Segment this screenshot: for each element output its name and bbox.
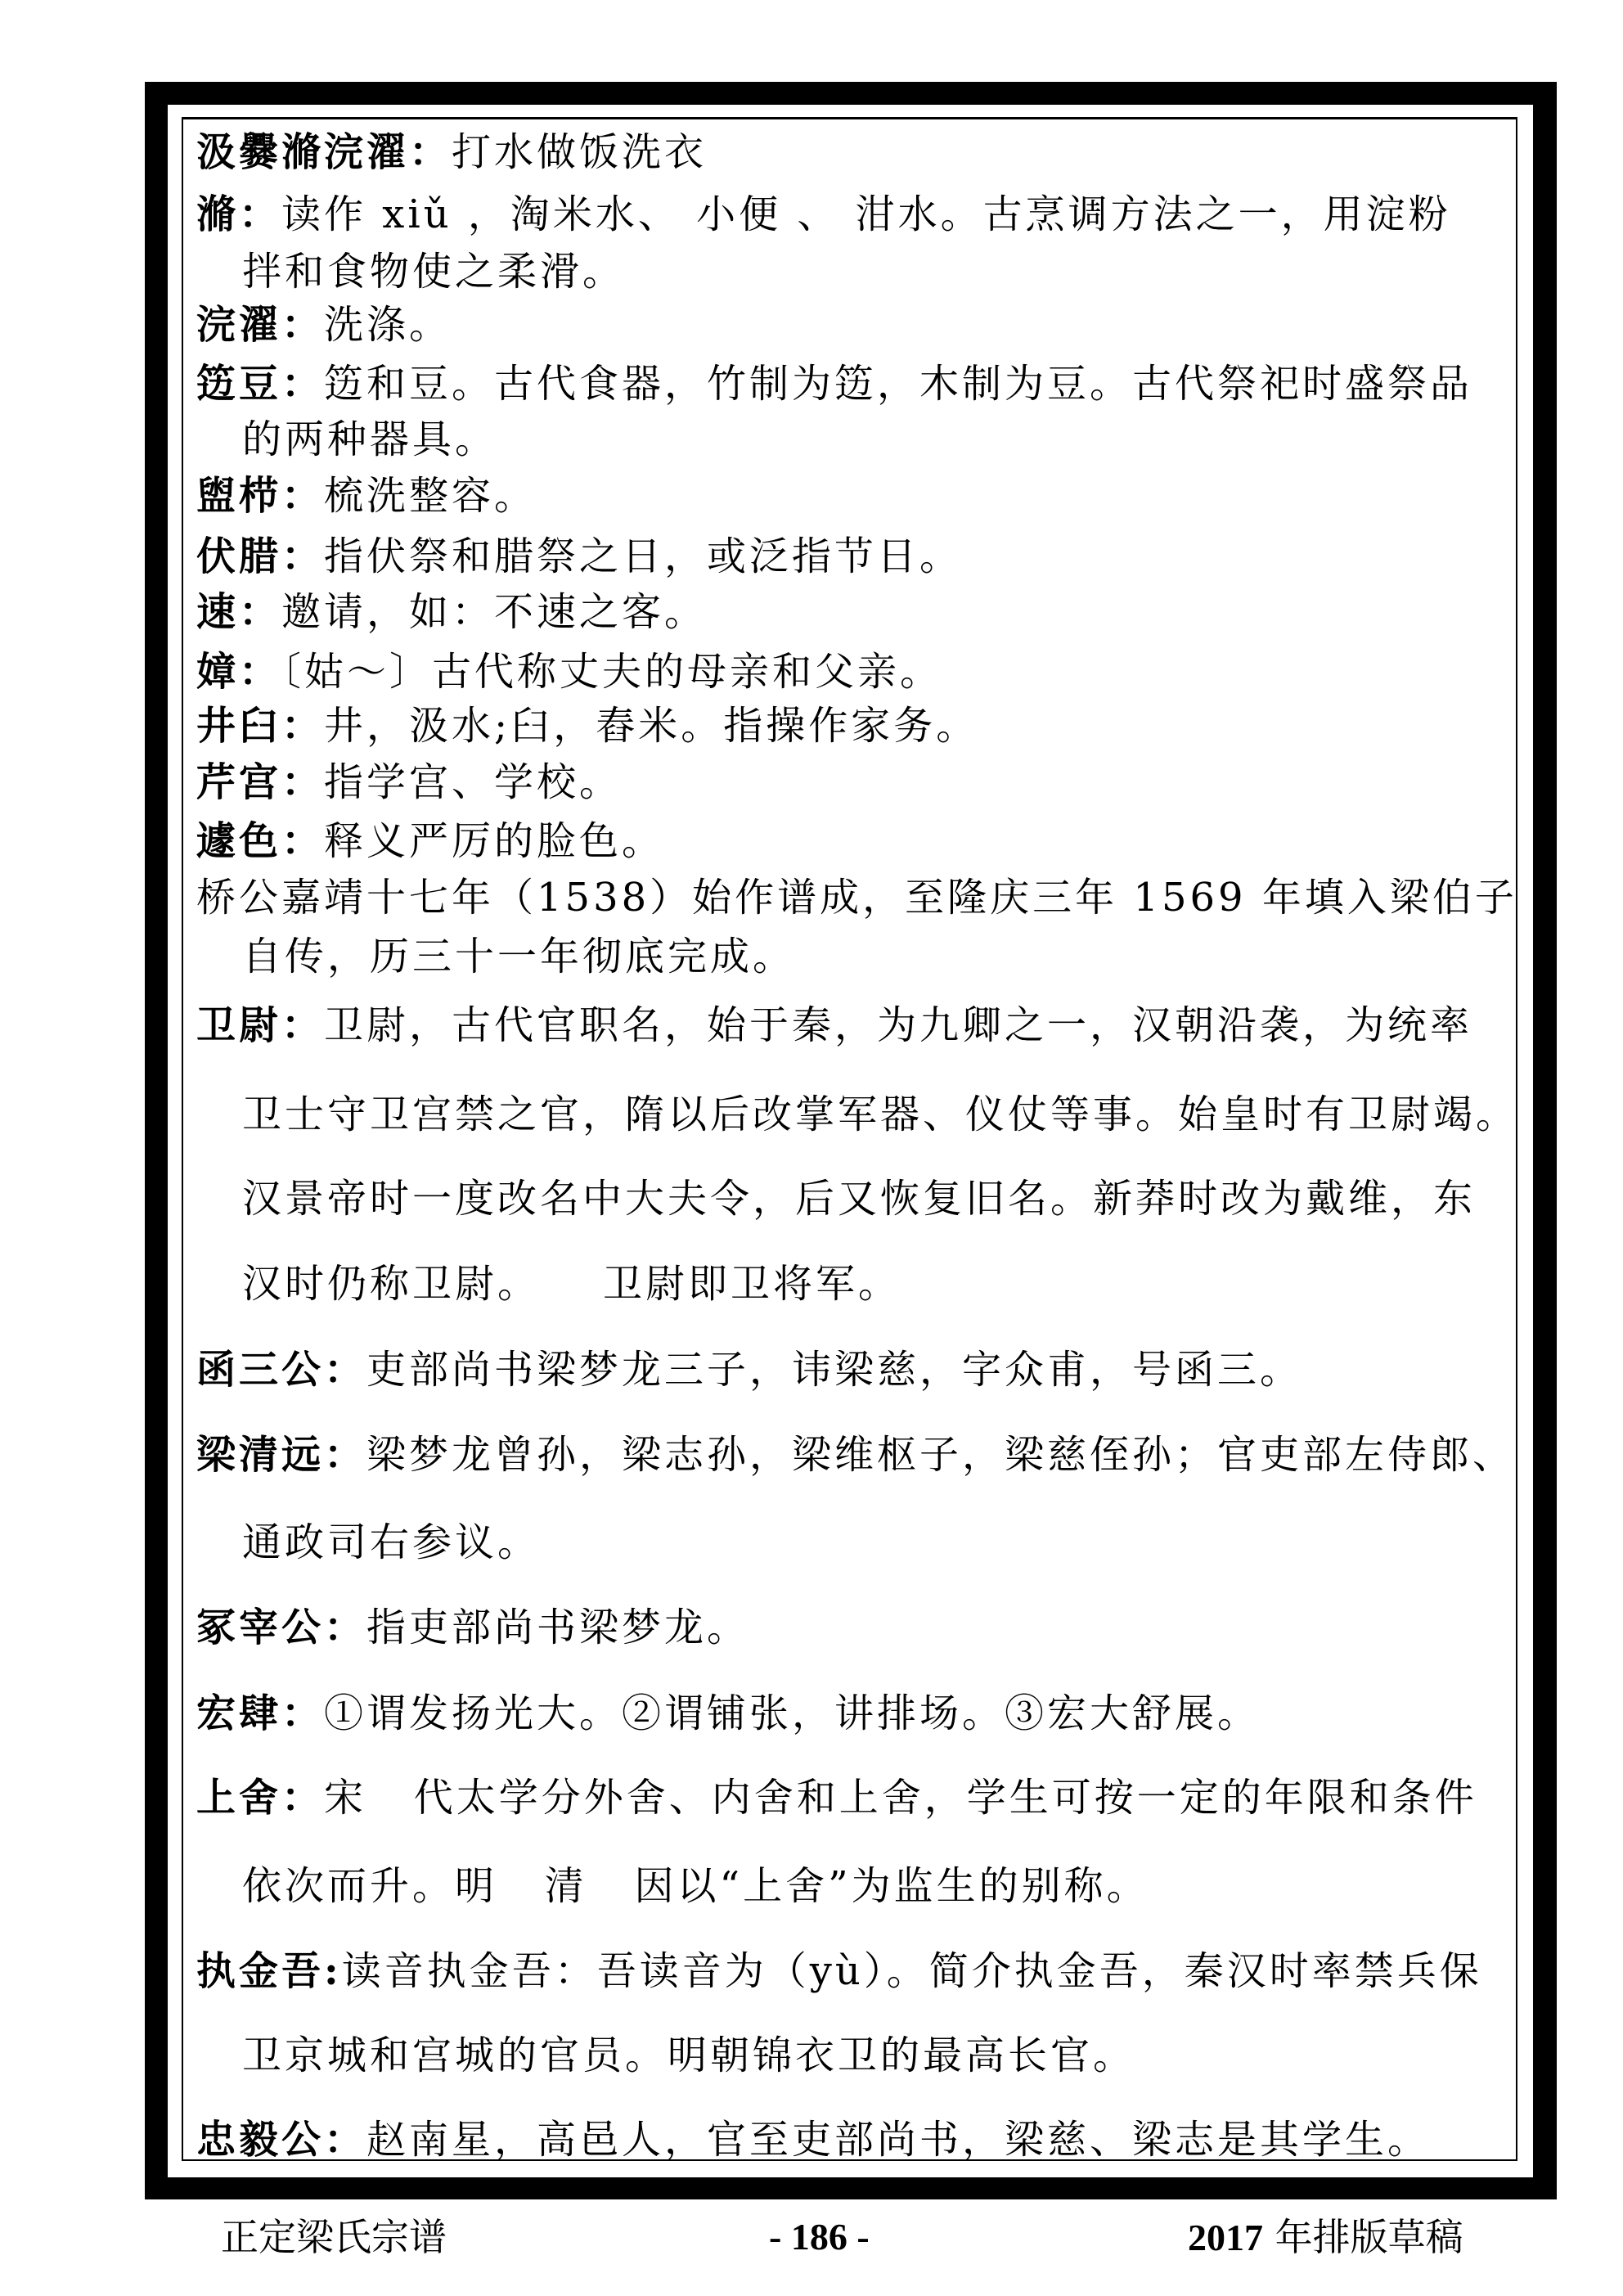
entry-term: 遽色：	[196, 818, 325, 864]
glossary-entry-continuation	[242, 247, 625, 296]
entry-definition: 依次而升。明 清 因以“上舍”为监生的别称。	[242, 1863, 1149, 1909]
footer-page-number: - 186 -	[769, 2216, 870, 2258]
entry-definition: ①谓发扬光大。②谓铺张，讲排场。③宏大舒展。	[324, 1690, 1261, 1736]
glossary-entry	[196, 128, 707, 177]
entry-term: 滫：	[196, 191, 282, 237]
glossary-entry	[196, 300, 452, 349]
glossary-entry	[196, 2115, 1430, 2164]
entry-definition: 梁梦龙曾孙，梁志孙，梁维枢子，梁慈侄孙；官吏部左侍郎、	[366, 1432, 1516, 1478]
glossary-entry	[196, 1345, 1302, 1394]
entry-term: 宏肆：	[196, 1690, 325, 1736]
entry-definition: 卫尉，古代官职名，始于秦，为九卿之一，汉朝沿袭，为统率	[324, 1002, 1473, 1048]
glossary-entry	[196, 471, 537, 520]
entry-term: 盥栉：	[196, 473, 325, 519]
entry-term: 卫尉：	[196, 1002, 325, 1048]
glossary-entry	[196, 532, 962, 581]
entry-term: 上舍：	[196, 1775, 325, 1821]
footer-book-title: 正定梁氏宗谱	[221, 2215, 447, 2259]
entry-definition: 井，汲水;臼，舂米。指操作家务。	[324, 703, 979, 749]
entry-definition: 梳洗整容。	[324, 473, 537, 519]
glossary-entry-continuation	[196, 873, 1517, 922]
entry-term: 伏腊：	[196, 533, 325, 579]
glossary-entry	[196, 1001, 1472, 1050]
entry-term: 函三公：	[196, 1347, 367, 1393]
glossary-entry	[196, 1689, 1260, 1738]
glossary-entry	[196, 359, 1472, 408]
glossary-entry-continuation	[242, 932, 795, 981]
entry-definition: 通政司右参议。	[242, 1519, 541, 1565]
entry-term: 汲爨滫浣濯：	[196, 129, 452, 175]
entry-term: 速：	[196, 589, 282, 635]
entry-term: 井臼：	[196, 703, 325, 749]
entry-definition: 吏部尚书梁梦龙三子，讳梁慈，字众甫，号函三。	[366, 1347, 1303, 1393]
glossary-entry	[196, 588, 707, 637]
entry-definition: 洗涤。	[324, 302, 452, 348]
glossary-entry	[196, 1603, 749, 1652]
entry-definition: 〔姑～〕古代称丈夫的母亲和父亲。	[281, 649, 943, 695]
glossary-entry	[196, 817, 664, 866]
entry-term: 嫜：	[196, 649, 282, 695]
entry-definition: 卫京城和宫城的官员。明朝锦衣卫的最高长官。	[242, 2033, 1136, 2078]
glossary-entry	[196, 701, 978, 750]
glossary-entry	[196, 758, 622, 807]
entry-definition: 汉景帝时一度改名中大夫令，后又恢复旧名。新莽时改为戴维，东	[242, 1176, 1477, 1222]
glossary-entry	[196, 190, 1451, 239]
entry-definition: 赵南星，高邑人，官至吏部尚书，梁慈、梁志是其学生。	[366, 2117, 1431, 2163]
entry-definition: 的两种器具。	[242, 416, 498, 462]
entry-definition: 自传，历三十一年彻底完成。	[242, 934, 796, 979]
glossary-entry-continuation	[242, 1518, 540, 1567]
entry-definition: 桥公嘉靖十七年（1538）始作谱成，至隆庆三年 1569 年填入梁伯子	[196, 875, 1517, 921]
entry-term: 芹宫：	[196, 759, 325, 805]
entry-definition: 释义严厉的脸色。	[324, 818, 665, 864]
glossary-entry	[196, 1773, 1477, 1822]
footer-year: 2017	[1188, 2217, 1263, 2258]
glossary-entry-continuation	[242, 2031, 1135, 2080]
entry-definition: 汉时仍称卫尉。 卫尉即卫将军。	[242, 1261, 901, 1307]
entry-definition: 宋 代太学分外舍、内舍和上舍，学生可按一定的年限和条件	[324, 1775, 1477, 1821]
glossary-entry-continuation	[242, 1862, 1149, 1911]
glossary-entry	[196, 647, 942, 696]
footer-draft-note	[1188, 2214, 1463, 2261]
glossary-entry-continuation	[242, 1090, 1518, 1139]
glossary-entry-continuation	[242, 1259, 901, 1308]
glossary-entry-continuation	[242, 415, 497, 464]
entry-definition: 邀请，如：不速之客。	[281, 589, 708, 635]
entry-definition: 读音执金吾：吾读音为（yù）。简介执金吾，秦汉时率禁兵保	[341, 1948, 1482, 1994]
entry-definition: 指吏部尚书梁梦龙。	[366, 1605, 750, 1650]
entry-term: 笾豆：	[196, 361, 325, 407]
entry-definition: 指伏祭和腊祭之日，或泛指节日。	[324, 533, 963, 579]
entry-term: 执金吾:	[196, 1948, 342, 1994]
glossary-entry	[196, 1947, 1482, 1996]
glossary-entry	[196, 1430, 1515, 1479]
entry-definition: 指学宫、学校。	[324, 759, 623, 805]
entry-term: 忠毅公：	[196, 2117, 367, 2163]
entry-term: 浣濯：	[196, 302, 325, 348]
entry-definition: 卫士守卫宫禁之官，隋以后改掌军器、仪仗等事。始皇时有卫尉竭。	[242, 1092, 1519, 1137]
glossary-entry-continuation	[242, 1174, 1476, 1223]
entry-definition: 拌和食物使之柔滑。	[242, 249, 626, 295]
entry-term: 梁清远：	[196, 1432, 367, 1478]
entry-term: 冢宰公：	[196, 1605, 367, 1650]
footer-note-text: 年排版草稿	[1263, 2215, 1463, 2259]
entry-definition: 笾和豆。古代食器，竹制为笾，木制为豆。古代祭祀时盛祭品	[324, 361, 1473, 407]
entry-definition: 打水做饭洗衣	[452, 129, 708, 175]
entry-definition: 读作 xiǔ ，淘米水、 小便 、 泔水。古烹调方法之一，用淀粉	[281, 191, 1451, 237]
